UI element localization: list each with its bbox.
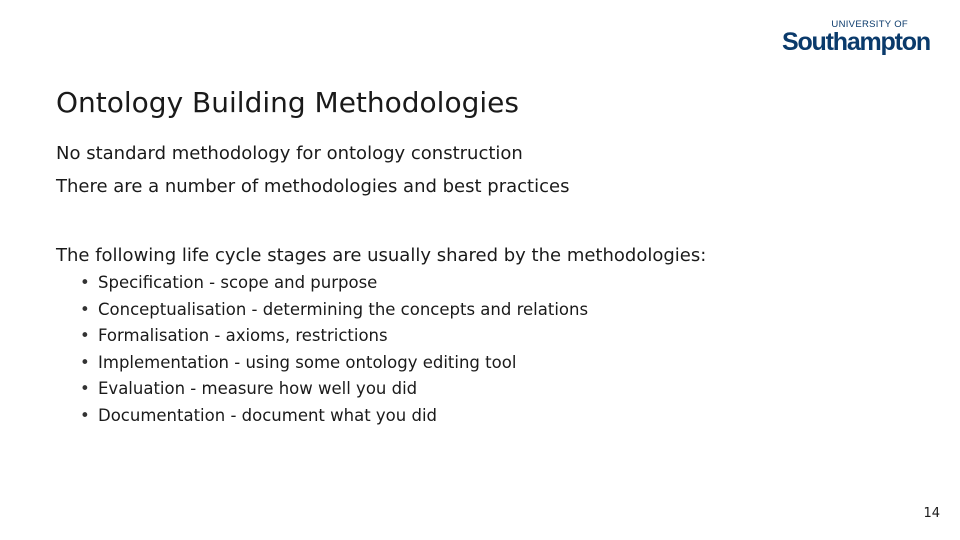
- university-logo: [782, 19, 930, 56]
- bullet-icon: •: [80, 273, 90, 292]
- stage-label: Conceptualisation - determining the concepts and relations: [98, 299, 589, 319]
- stage-label: Documentation - document what you did: [98, 405, 438, 425]
- bullet-icon: •: [80, 352, 90, 372]
- paragraph-life-cycle-intro: The following life cycle stages are usually shared by the methodologies:: [56, 245, 707, 266]
- bullet-icon: •: [80, 299, 90, 319]
- logo-southampton: Southampton: [782, 28, 930, 56]
- paragraph-no-standard: No standard methodology for ontology construction: [56, 143, 523, 164]
- logo-university-of: UNIVERSITY OF: [831, 19, 908, 30]
- list-item: [80, 325, 588, 352]
- paragraph-methodologies: There are a number of methodologies and best practices: [56, 176, 570, 197]
- list-item: [80, 272, 588, 299]
- list-item: [80, 352, 588, 379]
- list-item: [80, 299, 588, 326]
- slide-title: Ontology Building Methodologies: [56, 86, 519, 119]
- bullet-icon: •: [80, 405, 90, 425]
- list-item: [80, 378, 588, 405]
- stage-label: Formalisation - axioms, restrictions: [98, 326, 388, 346]
- bullet-icon: •: [80, 326, 90, 346]
- list-item: [80, 405, 588, 432]
- stage-label: Evaluation - measure how well you did: [98, 379, 418, 399]
- page-number: 14: [923, 506, 940, 521]
- stage-label: Specification - scope and purpose: [98, 273, 378, 292]
- stage-label: Implementation - using some ontology editing tool: [98, 352, 517, 372]
- life-cycle-stage-list: [80, 272, 588, 432]
- bullet-icon: •: [80, 379, 90, 399]
